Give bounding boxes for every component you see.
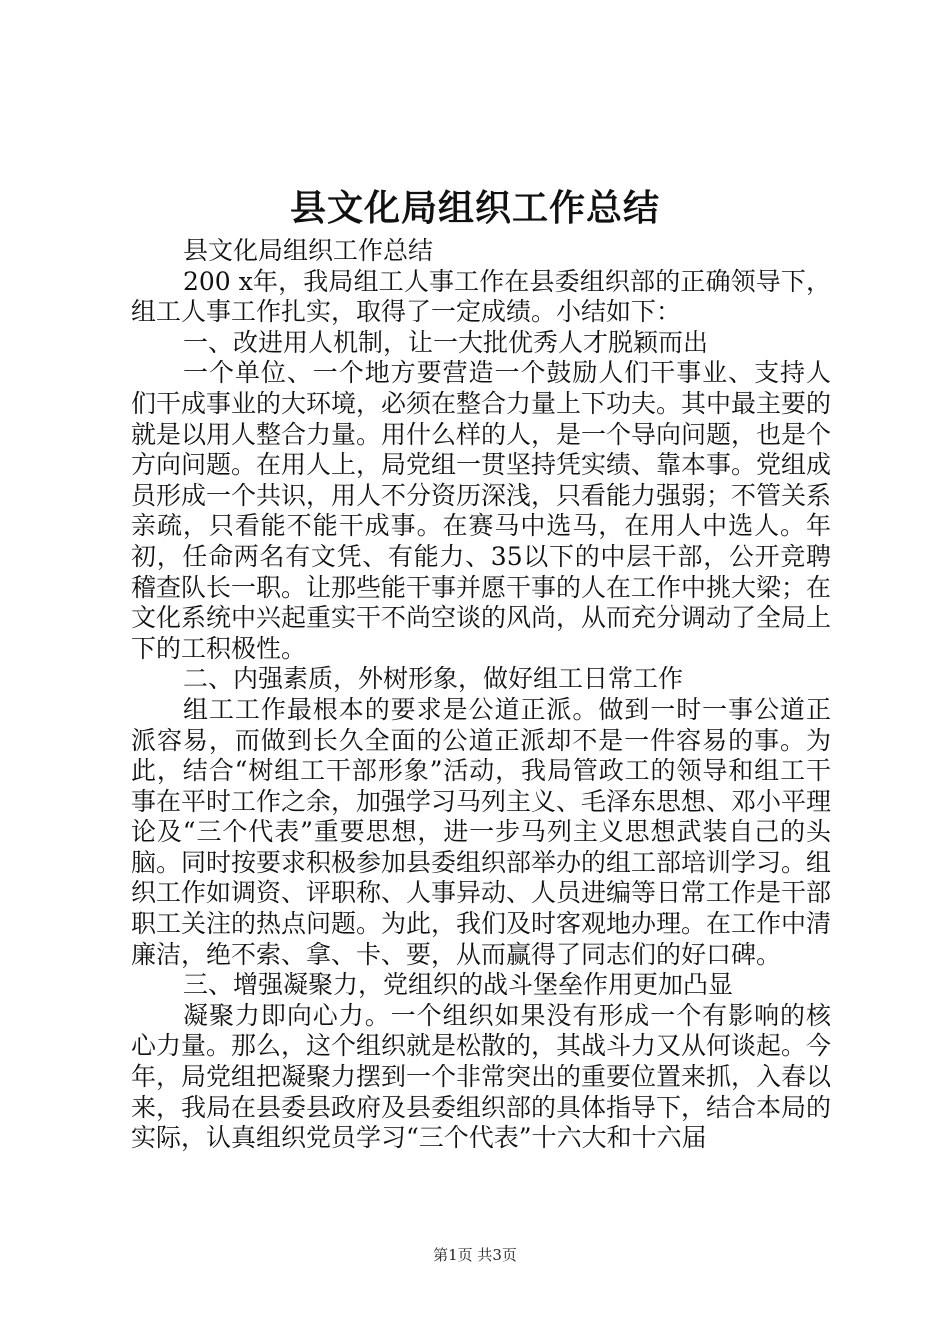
paragraph-section-1: 一个单位、一个地方要营造一个鼓励人们干事业、支持人们干成事业的大环境，必须在整合力量上下功夫。其中最主要的就是以用人整合力量。用什么样的人，是一个导向问题，也是个方向问题。在用人上，局党组一贯坚持凭实绩、靠本事。党组成员形成一个共识，用人不分资历深浅，只看能力强弱；不管关系亲疏，只看能不能干成事。在赛马中选马，在用人中选人。年初，任命两名有文凭、有能力、35以下的中层干部，公开竞聘稽查队长一职。让那些能干事并愿干事的人在工作中挑大梁；在文化系统中兴起重实干不尚空谈的风尚，从而充分调动了全局上下的工积极性。	[131, 358, 832, 663]
section-heading-2: 二、内强素质，外树形象，做好组工日常工作	[183, 664, 684, 694]
document-title: 县文化局组织工作总结	[289, 187, 660, 229]
paragraph-heading-repeat: 县文化局组织工作总结	[183, 236, 434, 265]
section-heading-1: 一、改进用人机制，让一大批优秀人才脱颖而出	[183, 327, 709, 357]
page-number-footer: 第1页 共3页	[433, 1246, 517, 1264]
section-heading-3: 三、增强凝聚力，党组织的战斗堡垒作用更加凸显	[183, 970, 734, 1000]
document-body	[131, 236, 831, 1154]
paragraph-intro: 200 x年，我局组工人事工作在县委组织部的正确领导下，组工人事工作扎实，取得了一定成绩。小结如下：	[131, 266, 831, 327]
paragraph-section-2: 组工工作最根本的要求是公道正派。做到一时一事公道正派容易，而做到长久全面的公道正派却不是一件容易的事。为此，结合“树组工干部形象”活动，我局管政工的领导和组工干事在平时工作之余，加强学习马列主义、毛泽东思想、邓小平理论及“三个代表”重要思想，进一步马列主义思想武装自己的头脑。同时按要求积极参加县委组织部举办的组工部培训学习。组织工作如调资、评职称、人事异动、人员进编等日常工作是干部职工关注的热点问题。为此，我们及时客观地办理。在工作中清廉洁，绝不索、拿、卡、要，从而赢得了同志们的好口碑。	[131, 694, 832, 969]
paragraph-section-3: 凝聚力即向心力。一个组织如果没有形成一个有影响的核心力量。那么，这个组织就是松散的，其战斗力又从何谈起。今年，局党组把凝聚力摆到一个非常突出的重要位置来抓，入春以来，我局在县委县政府及县委组织部的具体指导下，结合本局的实际，认真组织党员学习“三个代表”十六大和十六届	[131, 1000, 832, 1153]
